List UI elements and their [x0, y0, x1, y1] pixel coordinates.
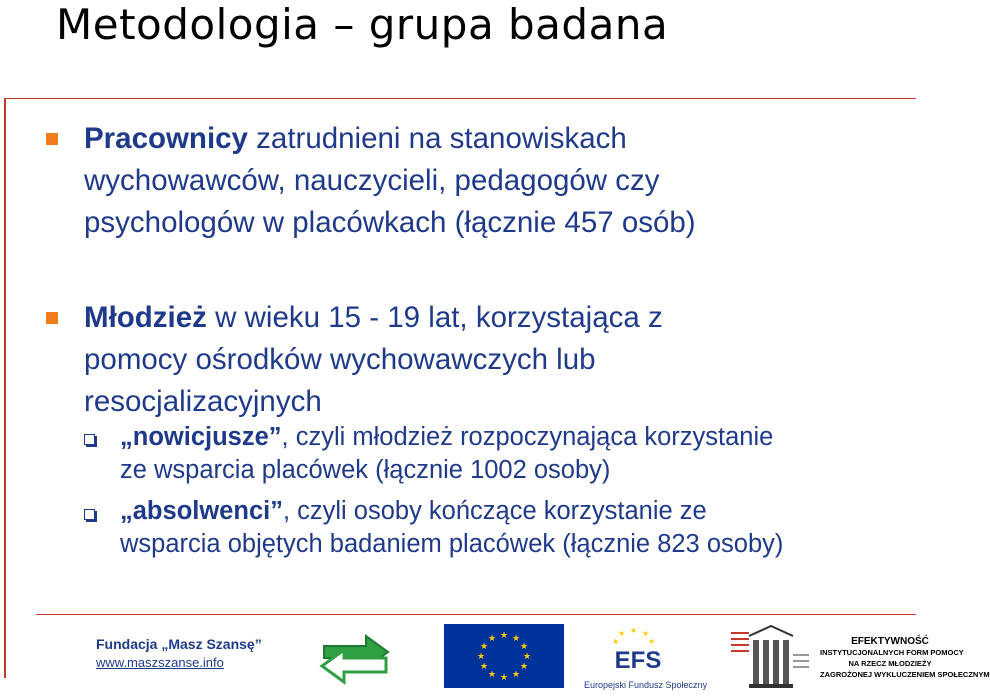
page-title: Metodologia – grupa badana — [56, 0, 669, 49]
svg-text:★: ★ — [618, 629, 626, 638]
svg-text:★: ★ — [487, 634, 497, 644]
eu-flag-icon — [444, 624, 564, 688]
sub-nowicjusze — [120, 421, 773, 487]
sub-absolwenci-line2: wsparcia objętych badaniem placówek (łącznie 823 osoby) — [120, 530, 784, 558]
sub-absolwenci-line1: , czyli osoby kończące korzystanie ze — [282, 497, 707, 525]
item-pracownicy-line2: wychowawców, nauczycieli, pedagogów czy — [84, 164, 660, 197]
building-logo-icon — [727, 624, 813, 690]
efs-caption: Europejski Fundusz Społeczny — [584, 680, 708, 690]
item-mlodziez-line3: resocjalizacyjnych — [84, 385, 322, 418]
top-rule — [4, 98, 916, 99]
svg-text:★: ★ — [499, 673, 509, 683]
item-mlodziez-line1: w wieku 15 - 19 lat, korzystająca z — [206, 301, 663, 334]
footer-url-link[interactable]: www.maszszanse.info — [96, 655, 224, 670]
efekt-line2: NA RZECZ MŁODZIEŻY — [848, 659, 932, 668]
hollow-square-bullet-icon — [84, 434, 95, 445]
sub-nowicjusze-line1: , czyli młodzież rozpoczynająca korzystanie — [281, 423, 774, 451]
svg-text:★: ★ — [499, 631, 509, 641]
sub-absolwenci-bold: „absolwenci” — [120, 497, 283, 525]
square-bullet-icon — [46, 312, 58, 324]
svg-text:★: ★ — [648, 637, 656, 646]
svg-text:★: ★ — [479, 662, 489, 672]
svg-text:★: ★ — [630, 626, 638, 635]
svg-text:★: ★ — [511, 634, 521, 644]
efekt-line1: INSTYTUCJONALNYCH FORM POMOCY — [820, 648, 964, 657]
efekt-title: EFEKTYWNOŚĆ — [851, 636, 929, 647]
hollow-square-bullet-icon — [84, 509, 95, 520]
svg-text:★: ★ — [612, 637, 620, 646]
item-pracownicy-line1: zatrudnieni na stanowiskach — [247, 122, 627, 155]
footer-org-name: Fundacja „Masz Szansę” — [96, 636, 262, 652]
sub-absolwenci — [120, 495, 783, 561]
item-mlodziez-line2: pomocy ośrodków wychowawczych lub — [84, 343, 596, 376]
item-mlodziez — [84, 297, 663, 423]
item-pracownicy-bold: Pracownicy — [84, 122, 248, 155]
item-pracownicy-line3: psychologów w placówkach (łącznie 457 osób) — [84, 206, 696, 239]
svg-text:★: ★ — [479, 642, 489, 652]
left-rule — [4, 98, 6, 678]
svg-text:★: ★ — [511, 670, 521, 680]
arrows-logo-icon — [314, 628, 396, 684]
item-mlodziez-bold: Młodzież — [84, 301, 207, 334]
svg-text:★: ★ — [519, 642, 529, 652]
sub-nowicjusze-line2: ze wsparcia placówek (łącznie 1002 osoby) — [120, 456, 611, 484]
efektywnosc-logo — [820, 636, 990, 680]
bottom-rule — [36, 614, 916, 615]
svg-text:★: ★ — [522, 652, 532, 662]
svg-text:★: ★ — [487, 670, 497, 680]
efs-logo-icon — [588, 626, 688, 688]
square-bullet-icon — [46, 133, 58, 145]
svg-text:★: ★ — [642, 629, 650, 638]
item-pracownicy — [84, 118, 696, 244]
efs-logo-text: EFS — [614, 647, 662, 674]
svg-text:★: ★ — [476, 652, 486, 662]
svg-text:★: ★ — [519, 662, 529, 672]
sub-nowicjusze-bold: „nowicjusze” — [120, 423, 282, 451]
efekt-line3: ZAGROŻONEJ WYKLUCZENIEM SPOŁECZNYM — [820, 670, 990, 679]
